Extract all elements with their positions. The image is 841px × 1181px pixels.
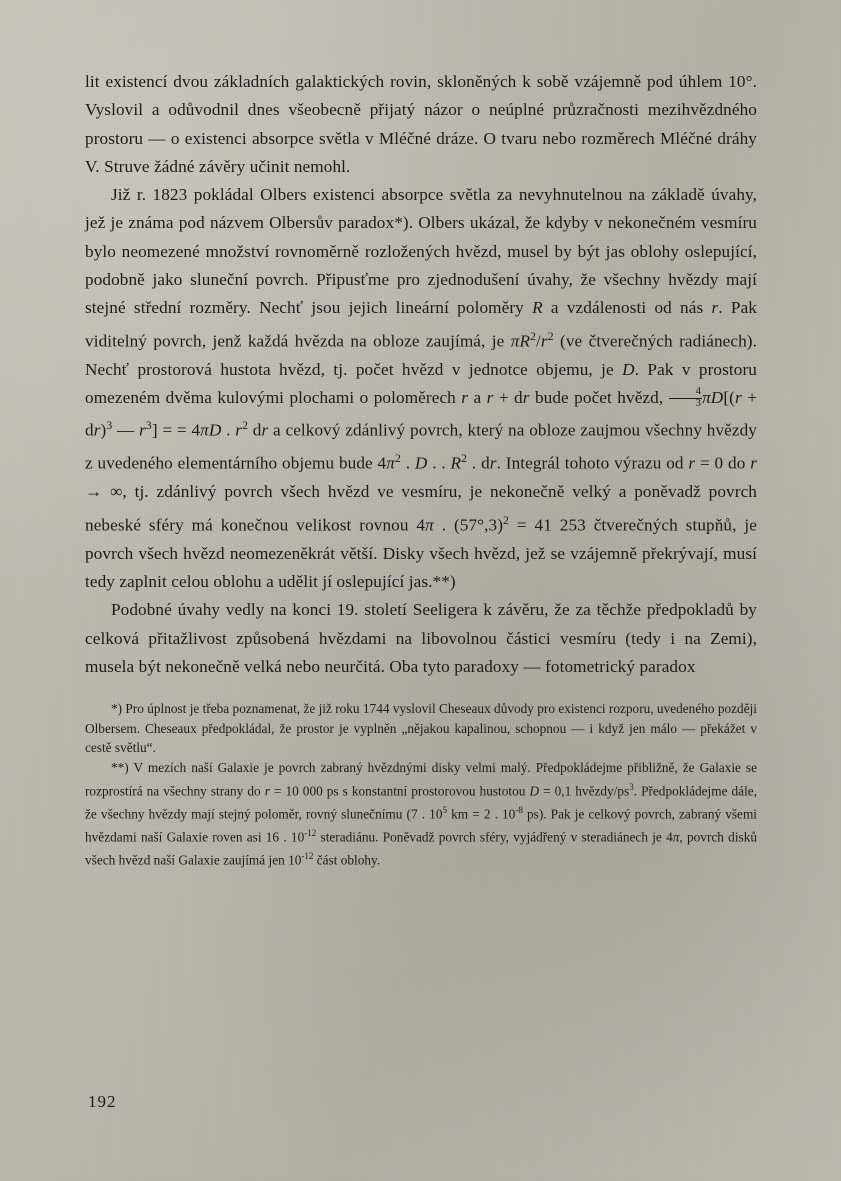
page-content [85,68,757,870]
footnote-2: **) V mezích naší Galaxie je povrch zabraný hvězdnými disky velmi malý. Předpokládejme přibližně, že Galaxie se rozprostírá na všechny strany do r = 10 000 ps s konstantní prostorovou hustotou D = 0,1 hvězdy/$ps^3$. Předpokládejme dále, že všechny hvězdy mají stejný poloměr, rovný slunečnímu (7 . $10^5$ km = 2 . $10^{-8}$ ps). Pak je celkový povrch, zabraný všemi hvězdami naší Galaxie roven asi 16 . $10^{-12}$ steradiánu. Poněvadž povrch sféry, vyjádřený v steradiánech je 4π, povrch disků všech hvězd naší Galaxie zaujímá jen $10^{-12}$ část oblohy. [85,759,758,868]
footnotes-block [85,699,757,869]
paragraph-3: Podobné úvahy vedly na konci 19. století Seeligera k závěru, že za těchže předpokladů by celková přitažlivost způsobená hvězdami na libovolnou částici vesmíru (tedy i na Zemi), musela být nekonečně velká nebo neurčitá. Oba tyto paradoxy — fotometrický paradox [85,600,757,676]
paragraph-1: lit existencí dvou základních galaktických rovin, skloněných k sobě vzájemně pod úhlem 10°. Vyslovil a odůvodnil dnes všeobecně přijatý názor o neúplné průzračnosti mezihvězdného prostoru — o existenci absorpce světla v Mléčné dráze. O tvaru nebo rozměrech Mléčné dráhy V. Struve žádné závěry učinit nemohl. [85,72,757,176]
page-number: 192 [88,1092,117,1111]
main-body-text [85,68,757,681]
paragraph-2: Již r. 1823 pokládal Olbers existenci absorpce světla za nevyhnutelnou na základě úvahy, jež je známa pod názvem Olbersův paradox*). Olbers ukázal, že kdyby v nekonečném vesmíru bylo neomezené množství rovnoměrně rozložených hvězd, musel by být jas oblohy oslepující, podobně jako sluneční povrch. Připusťme pro zjednodušení úvahy, že všechny hvězdy mají stejné střední rozměry. Nechť jsou jejich lineární poloměry R a vzdálenosti od nás r. Pak viditelný povrch, jenž každá hvězda na obloze zaujímá, je $\pi R^2/r^2$ (ve čtverečných radiánech). Nechť prostorová hustota hvězd, tj. počet hvězd v jednotce objemu, je D. Pak v prostoru omezeném dvěma kulovými plochami o poloměrech r a r + dr bude počet hvězd, $\frac{4}{3}$ πD[(r + dr)$^3$ — $r^3$] = = 4πD . $r^2$ dr a celkový zdánlivý povrch, který na obloze zaujmou všechny hvězdy z uvedeného elementárního objemu bude $4\pi^2$ . D . . $R^2$ . dr. Integrál tohoto výrazu od r = 0 do r → ∞, tj. zdánlivý povrch všech hvězd ve vesmíru, je nekonečně velký a poněvadž povrch nebeské sféry má konečnou velikost rovnou 4π . $(57^\circ,3)^2 = 41$ 253 čtverečných stupňů, je povrch všech hvězd neomezeněkrát větší. Disky všech hvězd, jež se vzájemně překrývají, musí tedy zaplnit celou oblohu a udělit jí oslepující jas.**) [85,185,758,591]
footnote-1: *) Pro úplnost je třeba poznamenat, že již roku 1744 vyslovil Cheseaux důvody pro existenci rozporu, uvedeného později Olbersem. Cheseaux předpokládal, že prostor je vyplněn „nějakou kapalinou, schopnou — i když jen málo — překážet v cestě světlu“. [85,701,757,756]
